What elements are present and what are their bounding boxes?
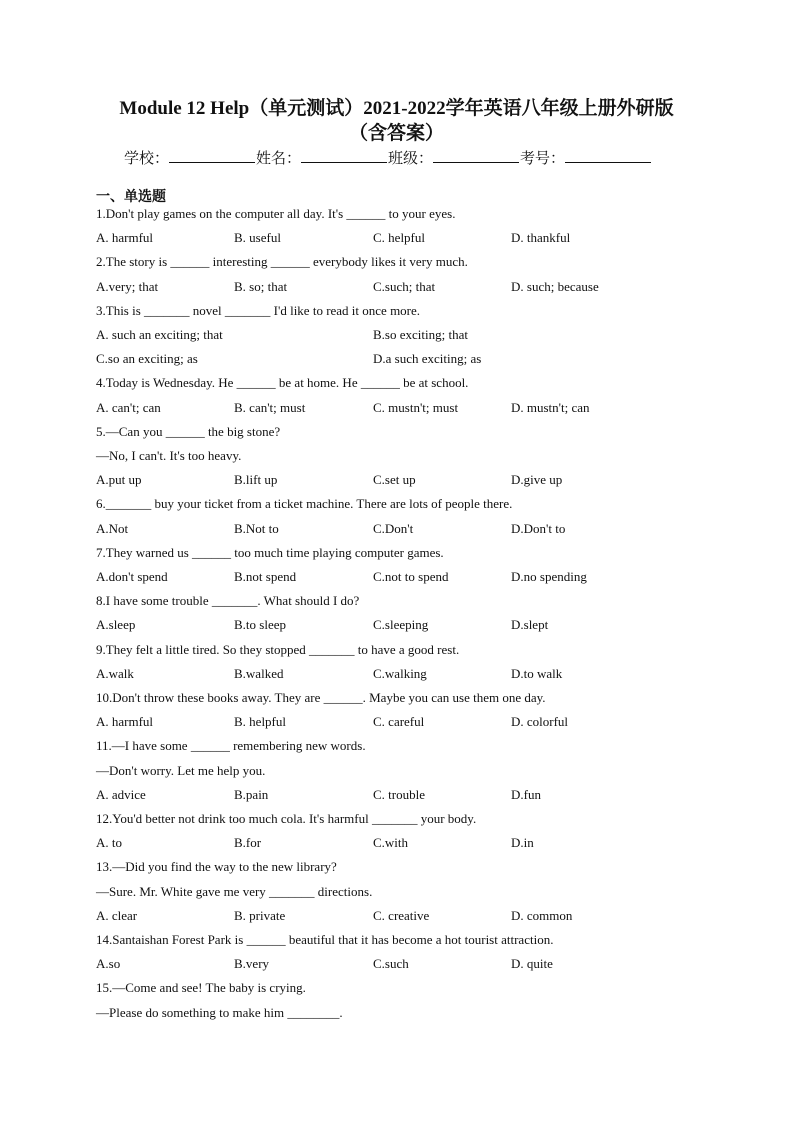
answer-option: C. careful bbox=[373, 714, 425, 730]
answer-option: A.so bbox=[96, 956, 121, 972]
name-label: 姓名： bbox=[256, 149, 302, 167]
question-stem: 5.—Can you ______ the big stone? bbox=[96, 423, 281, 439]
answer-option: D. mustn't; can bbox=[511, 399, 590, 415]
answer-option: C. trouble bbox=[373, 786, 425, 802]
question-stem: 6._______ buy your ticket from a ticket machine. There are lots of people there. bbox=[96, 496, 513, 512]
question-stem: 9.They felt a little tired. So they stopped _______ to have a good rest. bbox=[96, 641, 460, 657]
answer-option: B.Not to bbox=[234, 520, 279, 536]
answer-option: A.put up bbox=[96, 472, 142, 488]
student-info-row bbox=[124, 148, 652, 168]
answer-option: C.such bbox=[373, 956, 409, 972]
answer-option: C.sleeping bbox=[373, 617, 429, 633]
answer-option: D.give up bbox=[511, 472, 563, 488]
question-stem: 7.They warned us ______ too much time playing computer games. bbox=[96, 544, 444, 560]
answer-option: B. helpful bbox=[234, 714, 286, 730]
question-stem: 8.I have some trouble _______. What should I do? bbox=[96, 593, 360, 609]
answer-option: A. clear bbox=[96, 907, 138, 923]
answer-option: D.to walk bbox=[511, 665, 563, 681]
number-blank bbox=[565, 148, 651, 163]
answer-option: C. creative bbox=[373, 907, 430, 923]
answer-option: D.fun bbox=[511, 786, 541, 802]
answer-option: B.for bbox=[234, 835, 262, 851]
answer-option: A. harmful bbox=[96, 714, 154, 730]
answer-option: D.no spending bbox=[511, 569, 587, 584]
answer-option: B.so exciting; that bbox=[373, 327, 468, 342]
number-label: 考号： bbox=[520, 149, 566, 167]
answer-option: C.not to spend bbox=[373, 569, 449, 584]
answer-option: B.lift up bbox=[234, 472, 278, 488]
answer-option: B. can't; must bbox=[234, 399, 306, 415]
answer-option: A. can't; can bbox=[96, 399, 161, 415]
answer-option: D.a such exciting; as bbox=[373, 351, 482, 367]
answer-option: D.in bbox=[511, 835, 534, 851]
section-title: 一、单选题 bbox=[96, 189, 166, 205]
answer-option: A.very; that bbox=[96, 278, 159, 294]
question-stem: 12.You'd better not drink too much cola. It's harmful _______ your body. bbox=[96, 811, 477, 826]
page-title: Module 12 Help（单元测试）2021-2022学年英语八年级上册外研版 bbox=[119, 98, 674, 119]
question-dialogue-line: —No, I can't. It's too heavy. bbox=[96, 448, 242, 463]
question-stem: 13.—Did you find the way to the new library? bbox=[96, 859, 337, 875]
answer-option: B. useful bbox=[234, 230, 281, 246]
answer-option: B.walked bbox=[234, 665, 284, 681]
question-stem: 1.Don't play games on the computer all day. It's ______ to your eyes. bbox=[96, 206, 456, 221]
answer-option: B. so; that bbox=[234, 278, 288, 294]
answer-option: D. such; because bbox=[511, 278, 599, 294]
answer-option: B.not spend bbox=[234, 569, 297, 584]
school-label: 学校： bbox=[124, 149, 170, 167]
answer-option: A.don't spend bbox=[96, 569, 168, 584]
answer-option: A. to bbox=[96, 835, 122, 851]
name-blank bbox=[301, 148, 387, 163]
answer-option: B. private bbox=[234, 907, 286, 923]
answer-option: D. common bbox=[511, 907, 573, 923]
answer-option: D. colorful bbox=[511, 714, 569, 730]
answer-option: C.with bbox=[373, 835, 409, 851]
question-dialogue-line: —Sure. Mr. White gave me very _______ directions. bbox=[96, 883, 373, 899]
answer-option: B.to sleep bbox=[234, 617, 286, 633]
answer-option: B.very bbox=[234, 956, 270, 972]
answer-option: A. advice bbox=[96, 786, 146, 802]
answer-option: C.Don't bbox=[373, 520, 414, 536]
question-stem: 10.Don't throw these books away. They are ______. Maybe you can use them one day. bbox=[96, 690, 546, 705]
page-subtitle: （含答案） bbox=[348, 123, 444, 144]
answer-option: A.Not bbox=[96, 520, 129, 536]
question-stem: 4.Today is Wednesday. He ______ be at home. He ______ be at school. bbox=[96, 375, 469, 391]
question-dialogue-line: —Don't worry. Let me help you. bbox=[96, 762, 266, 778]
answer-option: C. mustn't; must bbox=[373, 399, 459, 415]
answer-option: C.set up bbox=[373, 472, 416, 488]
question-stem: 14.Santaishan Forest Park is ______ beautiful that it has become a hot tourist attraction. bbox=[96, 932, 554, 947]
school-blank bbox=[169, 148, 255, 163]
question-stem: 15.—Come and see! The baby is crying. bbox=[96, 980, 306, 996]
answer-option: C. helpful bbox=[373, 230, 425, 246]
question-dialogue-line: —Please do something to make him ________. bbox=[96, 1004, 343, 1020]
answer-option: D.slept bbox=[511, 617, 549, 633]
answer-option: C.so an exciting; as bbox=[96, 351, 198, 367]
answer-option: B.pain bbox=[234, 786, 269, 802]
answer-option: D.Don't to bbox=[511, 520, 566, 536]
answer-option: C.such; that bbox=[373, 278, 436, 294]
answer-option: D. thankful bbox=[511, 230, 571, 246]
answer-option: A.sleep bbox=[96, 617, 136, 633]
answer-option: D. quite bbox=[511, 956, 553, 972]
answer-option: A.walk bbox=[96, 665, 134, 681]
question-stem: 11.—I have some ______ remembering new words. bbox=[96, 738, 366, 754]
question-stem: 2.The story is ______ interesting ______ everybody likes it very much. bbox=[96, 254, 468, 270]
answer-option: C.walking bbox=[373, 665, 427, 681]
answer-option: A. such an exciting; that bbox=[96, 327, 223, 342]
answer-option: A. harmful bbox=[96, 230, 154, 246]
class-blank bbox=[433, 148, 519, 163]
class-label: 班级： bbox=[388, 149, 434, 167]
question-stem: 3.This is _______ novel _______ I'd like to read it once more. bbox=[96, 302, 421, 318]
